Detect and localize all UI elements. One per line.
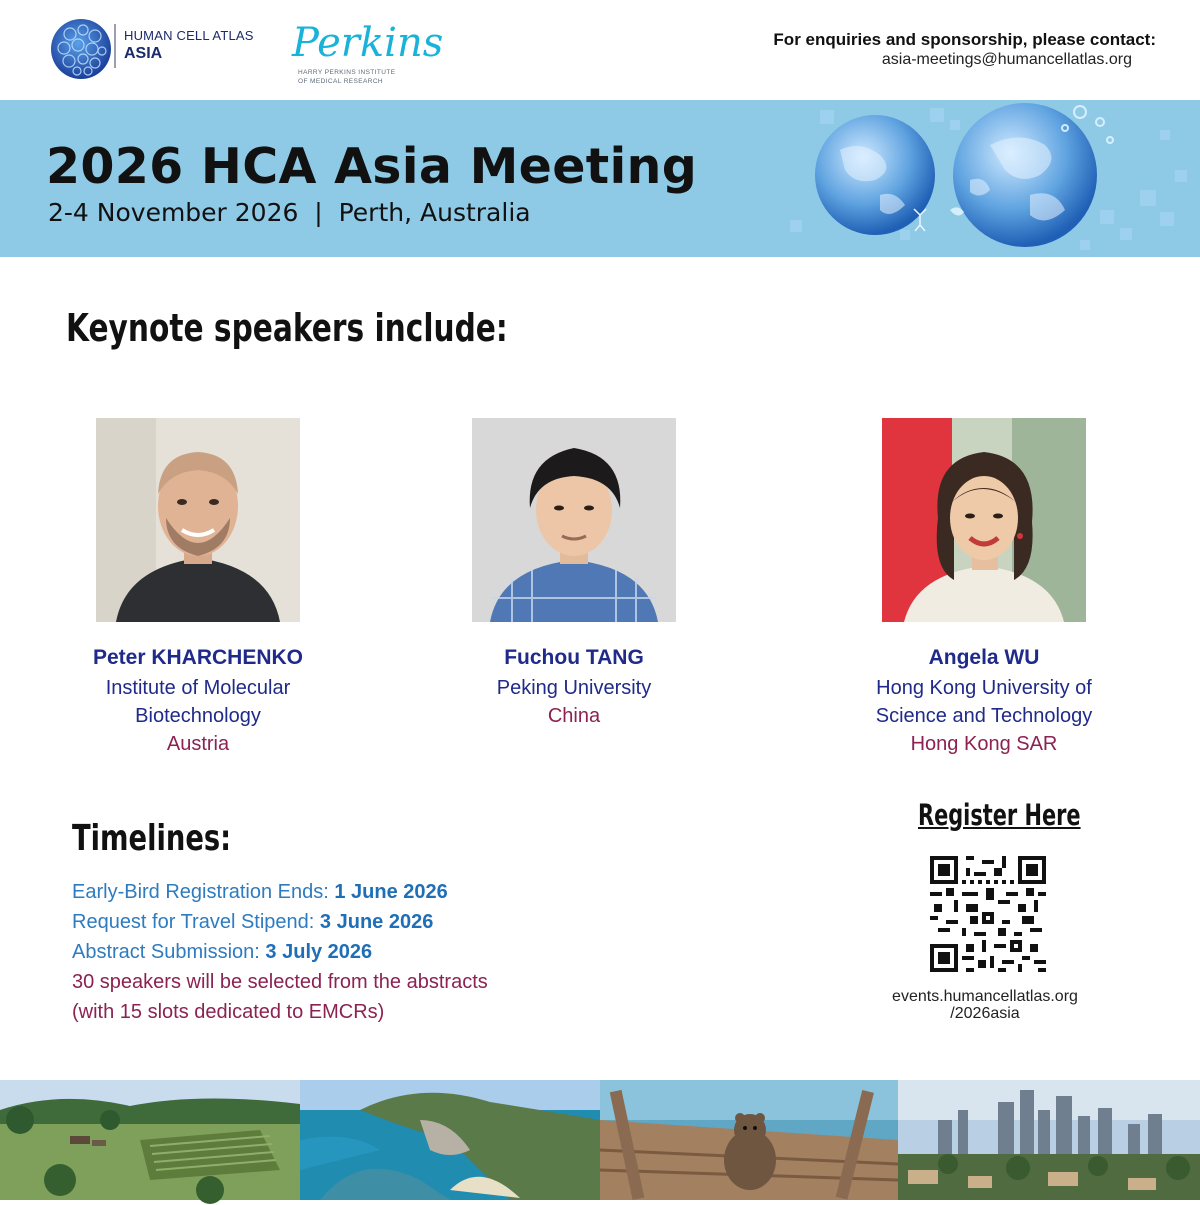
logo-line1: HUMAN CELL ATLAS (124, 28, 254, 43)
photo-quokka (600, 1080, 898, 1200)
quokka-photo-icon (600, 1080, 898, 1200)
speaker-country: Austria (166, 733, 230, 755)
perkins-wordmark: Perkins (292, 20, 444, 66)
speaker-name: Peter KHARCHENKO (92, 646, 304, 669)
timeline-item (72, 907, 488, 937)
speaker-country: Hong Kong SAR (910, 733, 1058, 755)
speaker-photo (882, 418, 1086, 622)
speaker-affiliation (834, 674, 1134, 730)
timeline-date: 1 June 2026 (334, 881, 448, 903)
coastline-landscape-icon (300, 1080, 600, 1200)
register-link[interactable]: Register Here (918, 798, 1081, 832)
timeline-item (72, 937, 488, 967)
timeline-note-line2: (with 15 slots dedicated to EMCRs) (72, 1001, 385, 1023)
globe-artwork (780, 100, 1200, 257)
photo-perth-skyline (898, 1080, 1200, 1200)
speaker-affiliation-line1: Peking University (496, 677, 652, 699)
register-url-line2: /2026asia (950, 1005, 1020, 1022)
perkins-sub-line1: HARRY PERKINS INSTITUTE (298, 69, 396, 76)
speaker-portrait-icon (472, 418, 676, 622)
timeline-label: Early-Bird Registration Ends: (72, 881, 335, 903)
speaker-name: Fuchou TANG (504, 646, 644, 669)
hca-logo-text (124, 28, 254, 63)
speaker-affiliation-line1: Institute of Molecular (105, 677, 291, 699)
registration-qr-code-icon[interactable] (930, 856, 1046, 972)
top-bar (0, 0, 1200, 100)
speaker-affiliation-line1: Hong Kong University of (876, 677, 1092, 699)
speaker-affiliation (48, 674, 348, 730)
speaker-affiliation-line2: Science and Technology (875, 705, 1093, 727)
logo-line2: ASIA (124, 45, 163, 62)
event-banner (0, 100, 1200, 257)
contact-email-link[interactable]: asia-meetings@humancellatlas.org (881, 51, 1132, 68)
speaker-card (48, 418, 348, 758)
city-skyline-icon (898, 1080, 1200, 1200)
timelines-heading: Timelines: (72, 818, 232, 859)
hca-asia-logo-icon (50, 18, 112, 80)
perth-photo-strip (0, 1080, 1200, 1200)
speaker-photo (96, 418, 300, 622)
vineyard-landscape-icon (0, 1080, 300, 1200)
event-title: 2026 HCA Asia Meeting (46, 138, 698, 195)
speaker-country: China (547, 705, 601, 727)
timeline-label: Abstract Submission: (72, 941, 266, 963)
register-url[interactable] (860, 988, 1110, 1022)
perkins-sub-line2: OF MEDICAL RESEARCH (298, 78, 384, 85)
speaker-portrait-icon (882, 418, 1086, 622)
photo-coastline (300, 1080, 600, 1200)
speaker-portrait-icon (96, 418, 300, 622)
speaker-affiliation (424, 674, 724, 702)
contact-label: For enquiries and sponsorship, please contact: (773, 30, 1156, 49)
register-url-line1: events.humancellatlas.org (892, 988, 1078, 1005)
timeline-note-line1: 30 speakers will be selected from the abstracts (72, 971, 488, 993)
speaker-card (424, 418, 724, 730)
timeline-item (72, 877, 488, 907)
speaker-photo (472, 418, 676, 622)
perkins-logo (288, 14, 444, 68)
timeline-label: Request for Travel Stipend: (72, 911, 320, 933)
timeline-date: 3 July 2026 (265, 941, 373, 963)
photo-vineyard (0, 1080, 300, 1200)
timeline-date: 3 June 2026 (319, 911, 434, 933)
keynote-heading: Keynote speakers include: (66, 306, 508, 350)
logo-divider (114, 24, 116, 68)
timeline-list (72, 877, 488, 1027)
speaker-card (834, 418, 1134, 758)
event-date-location: 2-4 November 2026 | Perth, Australia (48, 198, 531, 227)
speaker-affiliation-line2: Biotechnology (135, 705, 261, 727)
speaker-name: Angela WU (928, 646, 1040, 669)
perkins-subtitle (298, 68, 395, 86)
